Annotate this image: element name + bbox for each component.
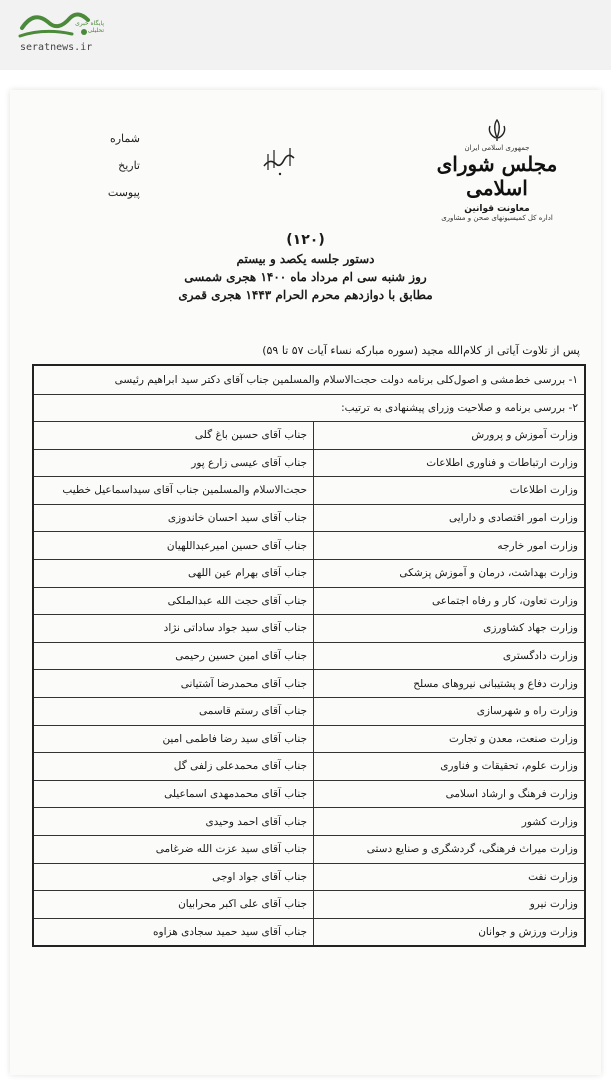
site-url[interactable]: seratnews.ir xyxy=(20,42,93,53)
table-row xyxy=(34,422,584,450)
nominee-cell: جناب آقای سید عزت الله ضرغامی xyxy=(34,835,314,863)
nominee-cell: جناب آقای محمدمهدی اسماعیلی xyxy=(34,780,314,808)
ministry-cell: وزارت راه و شهرسازی xyxy=(314,697,585,725)
table-row xyxy=(34,615,584,643)
site-header-bar xyxy=(0,0,611,70)
nominee-cell: حجت‌الاسلام والمسلمین جناب آقای سیداسماعیل خطیب xyxy=(34,477,314,505)
table-row xyxy=(34,753,584,781)
nominee-cell: جناب آقای سید حمید سجادی هزاوه xyxy=(34,918,314,945)
table-row xyxy=(34,504,584,532)
table-row xyxy=(34,835,584,863)
nominee-cell: جناب آقای محمدرضا آشتیانی xyxy=(34,670,314,698)
table-row xyxy=(34,725,584,753)
basmala-calligraphy-icon xyxy=(260,140,300,180)
ministers-table xyxy=(34,421,584,945)
document-meta xyxy=(70,132,140,213)
table-row xyxy=(34,449,584,477)
table-row xyxy=(34,532,584,560)
session-number: (۱۲۰) xyxy=(286,232,325,248)
title-line-2: روز شنبه سی ام مرداد ماه ۱۴۰۰ هجری شمسی xyxy=(184,270,427,284)
nominee-cell: جناب آقای احمد وحیدی xyxy=(34,808,314,836)
agenda-title xyxy=(50,232,561,302)
nominee-cell: جناب آقای سید احسان خاندوزی xyxy=(34,504,314,532)
agenda-box xyxy=(32,364,586,947)
table-row xyxy=(34,670,584,698)
agenda-item-2: ۲- بررسی برنامه و صلاحیت وزرای پیشنهادی به ترتیب: xyxy=(341,402,578,414)
table-row xyxy=(34,642,584,670)
nominee-cell: جناب آقای بهرام عین اللهی xyxy=(34,559,314,587)
ministry-cell: وزارت علوم، تحقیقات و فناوری xyxy=(314,753,585,781)
table-row xyxy=(34,587,584,615)
nominee-cell: جناب آقای عیسی زارع پور xyxy=(34,449,314,477)
date-label: تاریخ xyxy=(118,159,140,172)
nominee-cell: جناب آقای محمدعلی زلفی گل xyxy=(34,753,314,781)
ministry-cell: وزارت میراث فرهنگی، گردشگری و صنایع دستی xyxy=(314,835,585,863)
republic-label: جمهوری اسلامی ایران xyxy=(464,144,530,152)
ministry-cell: وزارت نیرو xyxy=(314,891,585,919)
deputy-label: معاونت قوانین xyxy=(464,204,530,214)
ministry-cell: وزارت ورزش و جوانان xyxy=(314,918,585,945)
nominee-cell: جناب آقای حجت الله عبدالملکی xyxy=(34,587,314,615)
table-row xyxy=(34,559,584,587)
ministry-cell: وزارت جهاد کشاورزی xyxy=(314,615,585,643)
nominee-cell: جناب آقای حسین باغ گلی xyxy=(34,422,314,450)
attachment-label: پیوست xyxy=(107,186,140,199)
nominee-cell: جناب آقای رستم قاسمی xyxy=(34,697,314,725)
office-label: اداره کل کمیسیونهای صحن و مشاوری xyxy=(441,214,553,222)
ministry-cell: وزارت نفت xyxy=(314,863,585,891)
table-row xyxy=(34,780,584,808)
ministry-cell: وزارت بهداشت، درمان و آموزش پزشکی xyxy=(314,559,585,587)
nominee-cell: جناب آقای جواد اوجی xyxy=(34,863,314,891)
ministry-cell: وزارت فرهنگ و ارشاد اسلامی xyxy=(314,780,585,808)
ministry-cell: وزارت کشور xyxy=(314,808,585,836)
site-logo[interactable] xyxy=(14,6,104,64)
title-line-1: دستور جلسه یکصد و بیستم xyxy=(236,252,375,266)
parliament-name: مجلس شورای اسلامی xyxy=(436,152,558,200)
table-row xyxy=(34,918,584,945)
nominee-cell: جناب آقای علی اکبر محرابیان xyxy=(34,891,314,919)
ministry-cell: وزارت دادگستری xyxy=(314,642,585,670)
site-tagline: پایگاه خبری تحلیلی xyxy=(75,20,104,34)
ministry-cell: وزارت امور اقتصادی و دارایی xyxy=(314,504,585,532)
title-line-3: مطابق با دوازدهم محرم الحرام ۱۴۴۳ هجری قمری xyxy=(178,288,433,302)
table-row xyxy=(34,477,584,505)
ministry-cell: وزارت ارتباطات و فناوری اطلاعات xyxy=(314,449,585,477)
nominee-cell: جناب آقای سید جواد ساداتی نژاد xyxy=(34,615,314,643)
ministry-cell: وزارت آموزش و پرورش xyxy=(314,422,585,450)
nominee-cell: جناب آقای امین حسین رحیمی xyxy=(34,642,314,670)
ministry-cell: وزارت امور خارجه xyxy=(314,532,585,560)
document-page xyxy=(10,90,601,1075)
iran-emblem-icon xyxy=(485,118,509,142)
ministry-cell: وزارت تعاون، کار و رفاه اجتماعی xyxy=(314,587,585,615)
number-label: شماره xyxy=(109,132,140,145)
table-row xyxy=(34,863,584,891)
ministry-cell: وزارت دفاع و پشتیبانی نیروهای مسلح xyxy=(314,670,585,698)
nominee-cell: جناب آقای سید رضا فاطمی امین xyxy=(34,725,314,753)
table-row xyxy=(34,891,584,919)
agenda-item-1: ۱- بررسی خط‌مشی و اصول‌کلی برنامه دولت حجت‌الاسلام والمسلمین جناب آقای دکتر سید ابراهیم رئیسی xyxy=(34,366,584,395)
intro-text: پس از تلاوت آیاتی از کلام‌الله مجید (سوره مبارکه نساء آیات ۵۷ تا ۵۹) xyxy=(262,344,580,357)
ministry-cell: وزارت صنعت، معدن و تجارت xyxy=(314,725,585,753)
nominee-cell: جناب آقای حسین امیرعبداللهیان xyxy=(34,532,314,560)
parliament-letterhead xyxy=(427,118,567,222)
table-row xyxy=(34,697,584,725)
ministry-cell: وزارت اطلاعات xyxy=(314,477,585,505)
table-row xyxy=(34,808,584,836)
